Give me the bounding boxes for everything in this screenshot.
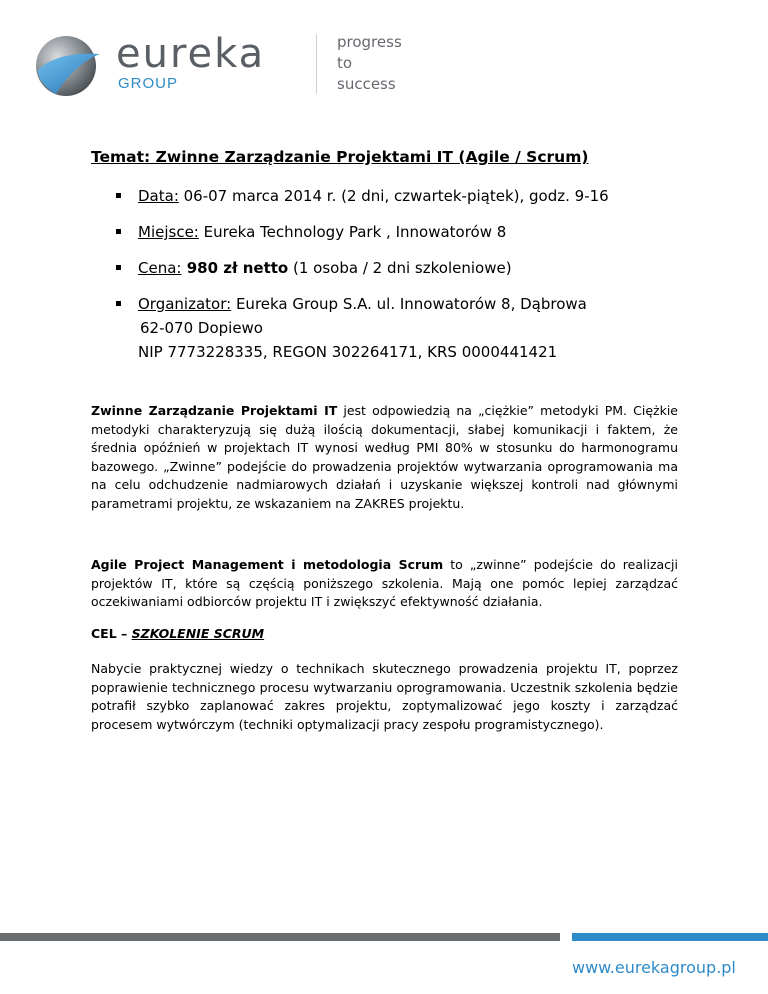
goal-emphasis: SZKOLENIE SCRUM <box>131 626 265 641</box>
header-divider <box>316 34 317 94</box>
header <box>28 28 448 104</box>
paragraph-goal: Nabycie praktycznej wiedzy o technikach skutecznego prowadzenia projektu IT, poprzez poprawienie technicznego procesu wytwarzaniu oprogramowania. Uczestnik szkolenia będzie potrafił szybko zaplanować zakres projektu, zoptymalizować jego koszty i zarządzać procesem wytwórczym (techniki optymalizacji pracy zespołu programistycznego). <box>91 661 678 732</box>
footer-website-link[interactable]: www.eurekagroup.pl <box>572 958 736 977</box>
bullet-icon <box>116 301 121 306</box>
organizer-line-1: Eureka Group S.A. ul. Innowatorów 8, Dąbrowa <box>231 295 587 313</box>
bullet-icon <box>116 193 121 198</box>
paragraph-text: jest odpowiedzią na „ciężkie” metodyki PM. Ciężkie metodyki charakteryzują się dużą ilością dokumentacji, słabej komunikacji i faktem, że średnia opóźnień w projektach IT wynosi według PMI 80% w stosunku do harmonogramu bazowego. „Zwinne” podejście do prowadzenia projektów wytwarzania oprogramowania ma na celu odchudzenie nadmiarowych działań i uzyskanie większej kontroli nad głównymi parametrami projektu, ze wskazaniem na ZAKRES projektu. <box>91 403 678 511</box>
paragraph-agile <box>91 556 678 612</box>
page-title: Temat: Zwinne Zarządzanie Projektami IT (Agile / Scrum) <box>91 148 589 166</box>
organizer-line-2: 62-070 Dopiewo <box>140 319 263 337</box>
price-amount: 980 zł netto <box>181 259 289 277</box>
eureka-logo-sphere <box>28 34 104 98</box>
brand-sub: GROUP <box>118 75 179 92</box>
fact-label: Cena: <box>138 259 182 277</box>
tagline-line-2: to <box>337 54 353 72</box>
tagline-line-3: success <box>337 75 396 93</box>
fact-value: Eureka Technology Park , Innowatorów 8 <box>198 223 507 241</box>
fact-label: Data: <box>138 187 179 205</box>
fact-price <box>116 256 716 280</box>
paragraph-lead: Agile Project Management i metodologia Scrum <box>91 557 444 572</box>
fact-label: Miejsce: <box>138 223 199 241</box>
bullet-icon <box>116 229 121 234</box>
paragraph-text: to „zwinne” podejście do realizacji projektów IT, które są częścią poniższego szkolenia. Mają one pomóc lepiej zarządzać oczekiwaniami odbiorców projektu IT i zwiększyć efektywność działania. <box>91 557 678 610</box>
goal-prefix: CEL – <box>91 626 132 641</box>
fact-organizer <box>116 292 716 364</box>
footer-bar-grey <box>0 933 560 941</box>
tagline <box>337 32 402 95</box>
organizer-line-3: NIP 7773228335, REGON 302264171, KRS 0000441421 <box>138 343 558 361</box>
fact-label: Organizator: <box>138 295 232 313</box>
footer-bar-blue <box>572 933 768 941</box>
tagline-line-1: progress <box>337 33 402 51</box>
paragraph-lead: Zwinne Zarządzanie Projektami IT <box>91 403 338 418</box>
fact-value: 06-07 marca 2014 r. (2 dni, czwartek-piątek), godz. 9-16 <box>178 187 609 205</box>
section-heading-goal <box>91 626 264 641</box>
paragraph-intro <box>91 402 678 514</box>
fact-value: (1 osoba / 2 dni szkoleniowe) <box>288 259 512 277</box>
brand-wordmark: eureka <box>116 31 266 77</box>
fact-place <box>116 220 716 244</box>
facts-list <box>116 184 716 376</box>
fact-date <box>116 184 716 208</box>
bullet-icon <box>116 265 121 270</box>
